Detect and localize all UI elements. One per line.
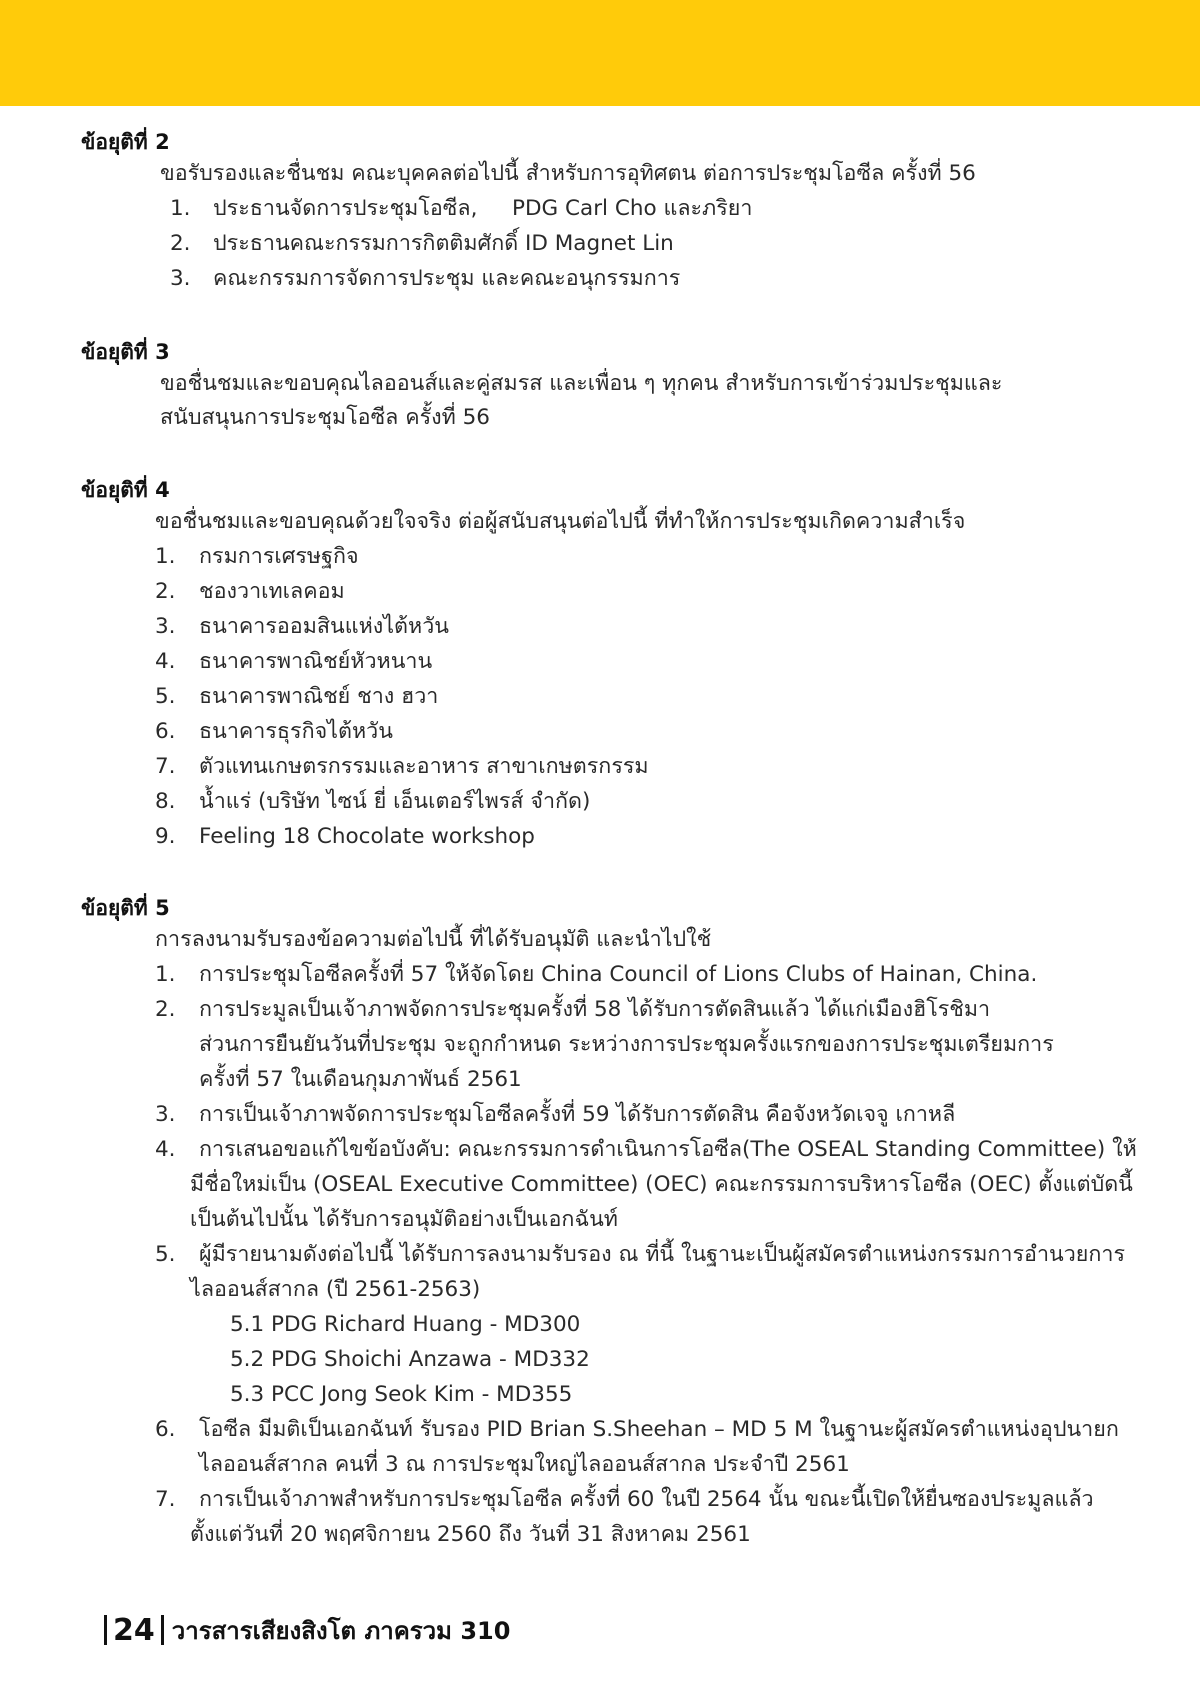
- list-item: การประชุมโอซีลครั้งที่ 57 ให้จัดโดย China Council of Lions Clubs of Hainan, China.: [199, 962, 1038, 987]
- list-item-continuation: ไลออนส์สากล (ปี 2561-2563): [190, 1277, 481, 1302]
- list-number: 7.: [155, 754, 176, 779]
- list-number: 6.: [155, 719, 176, 744]
- list-item: การเป็นเจ้าภาพจัดการประชุมโอซีลครั้งที่ 59 ได้รับการตัดสิน คือจังหวัดเจจู เกาหลี: [199, 1102, 956, 1127]
- list-number: 9.: [155, 824, 176, 849]
- resolution-4-heading: ข้อยุติที่ 4: [81, 478, 170, 502]
- list-item: การเสนอขอแก้ไขข้อบังคับ: คณะกรรมการดำเนินการโอซีล(The OSEAL Standing Committee) ให้: [199, 1137, 1137, 1162]
- list-item: ธนาคารพาณิชย์หัวหนาน: [199, 649, 433, 674]
- list-number: 2.: [170, 231, 191, 256]
- resolution-2-intro: ขอรับรองและชื่นชม คณะบุคคลต่อไปนี้ สำหรับการอุทิศตน ต่อการประชุมโอซีล ครั้งที่ 56: [160, 161, 976, 186]
- list-item: การประมูลเป็นเจ้าภาพจัดการประชุมครั้งที่ 58 ได้รับการตัดสินแล้ว ได้แก่เมืองฮิโรชิมา: [199, 997, 991, 1022]
- resolution-3-text-line: สนับสนุนการประชุมโอซีล ครั้งที่ 56: [160, 405, 490, 430]
- sublist-number: 5.1: [230, 1312, 265, 1337]
- list-item: น้ำแร่ (บริษัท ไซน์ ยี่ เอ็นเตอร์ไพรส์ จำกัด): [199, 789, 591, 814]
- list-number: 6.: [155, 1417, 176, 1442]
- list-number: 3.: [170, 266, 191, 291]
- sublist-item: PDG Richard Huang - MD300: [271, 1312, 581, 1337]
- list-number: 2.: [155, 579, 176, 604]
- list-item: โอซีล มีมติเป็นเอกฉันท์ รับรอง PID Brian S.Sheehan – MD 5 M ในฐานะผู้สมัครตำแหน่งอุปนายก: [199, 1417, 1119, 1442]
- list-number: 4.: [155, 1137, 176, 1162]
- list-item: ประธานคณะกรรมการกิตติมศักดิ์ ID Magnet Lin: [213, 231, 674, 256]
- sublist-item: PCC Jong Seok Kim - MD355: [271, 1382, 573, 1407]
- sublist-number: 5.2: [230, 1347, 265, 1372]
- page-number: 24: [113, 1612, 155, 1648]
- resolution-5-heading: ข้อยุติที่ 5: [81, 896, 170, 920]
- resolution-5-intro: การลงนามรับรองข้อความต่อไปนี้ ที่ได้รับอนุมัติ และนำไปใช้: [155, 927, 712, 952]
- list-item: ประธานจัดการประชุมโอซีล,: [213, 196, 478, 221]
- list-item-continuation: ตั้งแต่วันที่ 20 พฤศจิกายน 2560 ถึง วันที่ 31 สิงหาคม 2561: [190, 1522, 751, 1547]
- list-number: 4.: [155, 649, 176, 674]
- list-item: ธนาคารออมสินแห่งไต้หวัน: [199, 614, 449, 639]
- list-number: 5.: [155, 1242, 176, 1267]
- page-footer: [104, 1610, 510, 1650]
- list-item-continuation: ไลออนส์สากล คนที่ 3 ณ การประชุมใหญ่ไลออนส์สากล ประจำปี 2561: [199, 1452, 850, 1477]
- resolution-3-text-line: ขอชื่นชมและขอบคุณไลออนส์และคู่สมรส และเพื่อน ๆ ทุกคน สำหรับการเข้าร่วมประชุมและ: [160, 371, 1003, 396]
- footer-divider: [104, 1615, 107, 1645]
- list-item-continuation: เป็นต้นไปนั้น ได้รับการอนุมัติอย่างเป็นเอกฉันท์: [190, 1207, 618, 1232]
- list-number: 1.: [155, 544, 176, 569]
- list-item: ธนาคารพาณิชย์ ชาง ฮวา: [199, 684, 439, 709]
- list-item: ตัวแทนเกษตรกรรมและอาหาร สาขาเกษตรกรรม: [199, 754, 649, 779]
- sublist-number: 5.3: [230, 1382, 265, 1407]
- list-number: 3.: [155, 614, 176, 639]
- list-item: ชองวาเทเลคอม: [199, 579, 345, 604]
- resolution-2-heading: ข้อยุติที่ 2: [81, 130, 170, 154]
- list-item: คณะกรรมการจัดการประชุม และคณะอนุกรรมการ: [213, 266, 681, 291]
- list-number: 5.: [155, 684, 176, 709]
- list-item: ผู้มีรายนามดังต่อไปนี้ ได้รับการลงนามรับรอง ณ ที่นี้ ในฐานะเป็นผู้สมัครตำแหน่งกรรมการอำนวยการ: [199, 1242, 1126, 1267]
- list-item: การเป็นเจ้าภาพสำหรับการประชุมโอซีล ครั้งที่ 60 ในปี 2564 นั้น ขณะนี้เปิดให้ยื่นซองประมูลแล้ว: [199, 1487, 1094, 1512]
- list-item-continuation: ส่วนการยืนยันวันที่ประชุม จะถูกกำหนด ระหว่างการประชุมครั้งแรกของการประชุมเตรียมการ: [199, 1032, 1054, 1057]
- resolution-4-intro: ขอชื่นชมและขอบคุณด้วยใจจริง ต่อผู้สนับสนุนต่อไปนี้ ที่ทำให้การประชุมเกิดความสำเร็จ: [155, 509, 966, 534]
- sublist-item: PDG Shoichi Anzawa - MD332: [271, 1347, 590, 1372]
- list-number: 3.: [155, 1102, 176, 1127]
- list-number: 8.: [155, 789, 176, 814]
- list-number: 2.: [155, 997, 176, 1022]
- publication-title: วารสารเสียงสิงโต ภาครวม 310: [171, 1616, 511, 1645]
- list-item-name: PDG Carl Cho และภริยา: [512, 196, 753, 221]
- footer-divider: [161, 1615, 164, 1645]
- list-item-continuation: ครั้งที่ 57 ในเดือนกุมภาพันธ์ 2561: [199, 1067, 522, 1092]
- list-item: ธนาคารธุรกิจไต้หวัน: [199, 719, 393, 744]
- resolution-3-heading: ข้อยุติที่ 3: [81, 340, 170, 364]
- list-item: กรมการเศรษฐกิจ: [199, 544, 359, 569]
- list-number: 1.: [170, 196, 191, 221]
- list-number: 1.: [155, 962, 176, 987]
- list-item: Feeling 18 Chocolate workshop: [199, 824, 535, 849]
- list-number: 7.: [155, 1487, 176, 1512]
- list-item-continuation: มีชื่อใหม่เป็น (OSEAL Executive Committee) (OEC) คณะกรรมการบริหารโอซีล (OEC) ตั้งแต่บัดนี้: [190, 1172, 1133, 1197]
